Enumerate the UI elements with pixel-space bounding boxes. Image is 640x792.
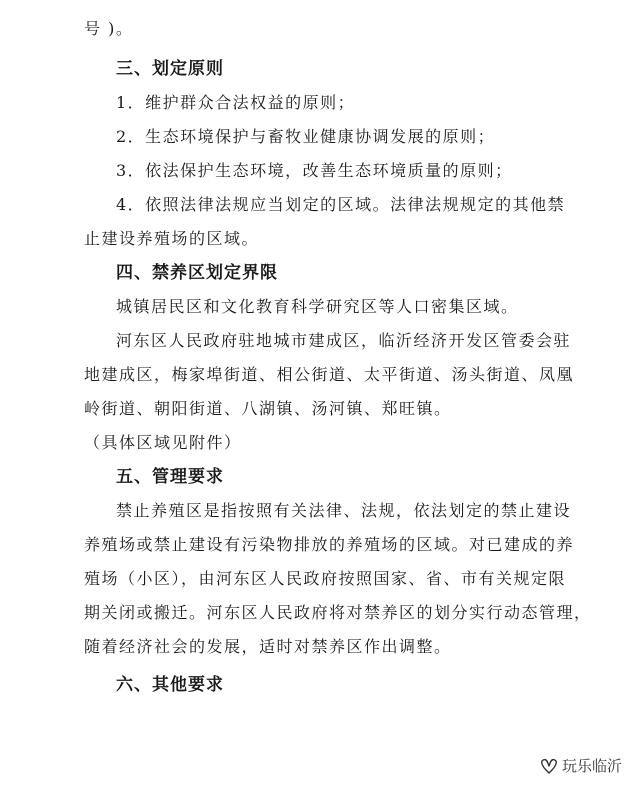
text-line: 随着经济社会的发展，适时对禁养区作出调整。 [84, 637, 452, 656]
section-heading: 三、划定原则 [116, 59, 224, 79]
watermark [540, 755, 622, 776]
text-line: 地建成区，梅家埠街道、相公街道、太平街道、汤头街道、凤凰 [84, 365, 575, 384]
text-line: 止建设养殖场的区域。 [84, 229, 260, 248]
list-item: 1．维护群众合法权益的原则； [116, 93, 356, 112]
watermark-text: 玩乐临沂 [561, 757, 622, 775]
list-item: 3．依法保护生态环境，改善生态环境质量的原则； [116, 161, 513, 180]
text-line: 禁止养殖区是指按照有关法律、法规，依法划定的禁止建设 [116, 501, 572, 520]
wechat-channel-icon [540, 758, 558, 774]
text-line: 岭街道、朝阳街道、八湖镇、汤河镇、郑旺镇。 [84, 399, 452, 418]
text-line: 号 )。 [84, 19, 134, 38]
text-line: 河东区人民政府驻地城市建成区，临沂经济开发区管委会驻 [116, 331, 572, 350]
section-heading: 五、管理要求 [116, 467, 224, 487]
section-heading: 六、其他要求 [116, 675, 224, 695]
list-item: 4．依照法律法规应当划定的区域。法律法规规定的其他禁 [116, 195, 566, 214]
text-line: 养殖场或禁止建设有污染物排放的养殖场的区域。对已建成的养 [84, 535, 575, 554]
text-line: 城镇居民区和文化教育科学研究区等人口密集区域。 [116, 297, 519, 316]
text-line: （具体区域见附件） [84, 433, 242, 452]
section-heading: 四、禁养区划定界限 [116, 263, 278, 283]
text-line: 期关闭或搬迁。河东区人民政府将对禁养区的划分实行动态管理， [84, 603, 592, 622]
text-line: 殖场（小区），由河东区人民政府按照国家、省、市有关规定限 [84, 569, 567, 588]
list-item: 2．生态环境保护与畜牧业健康协调发展的原则； [116, 127, 496, 146]
